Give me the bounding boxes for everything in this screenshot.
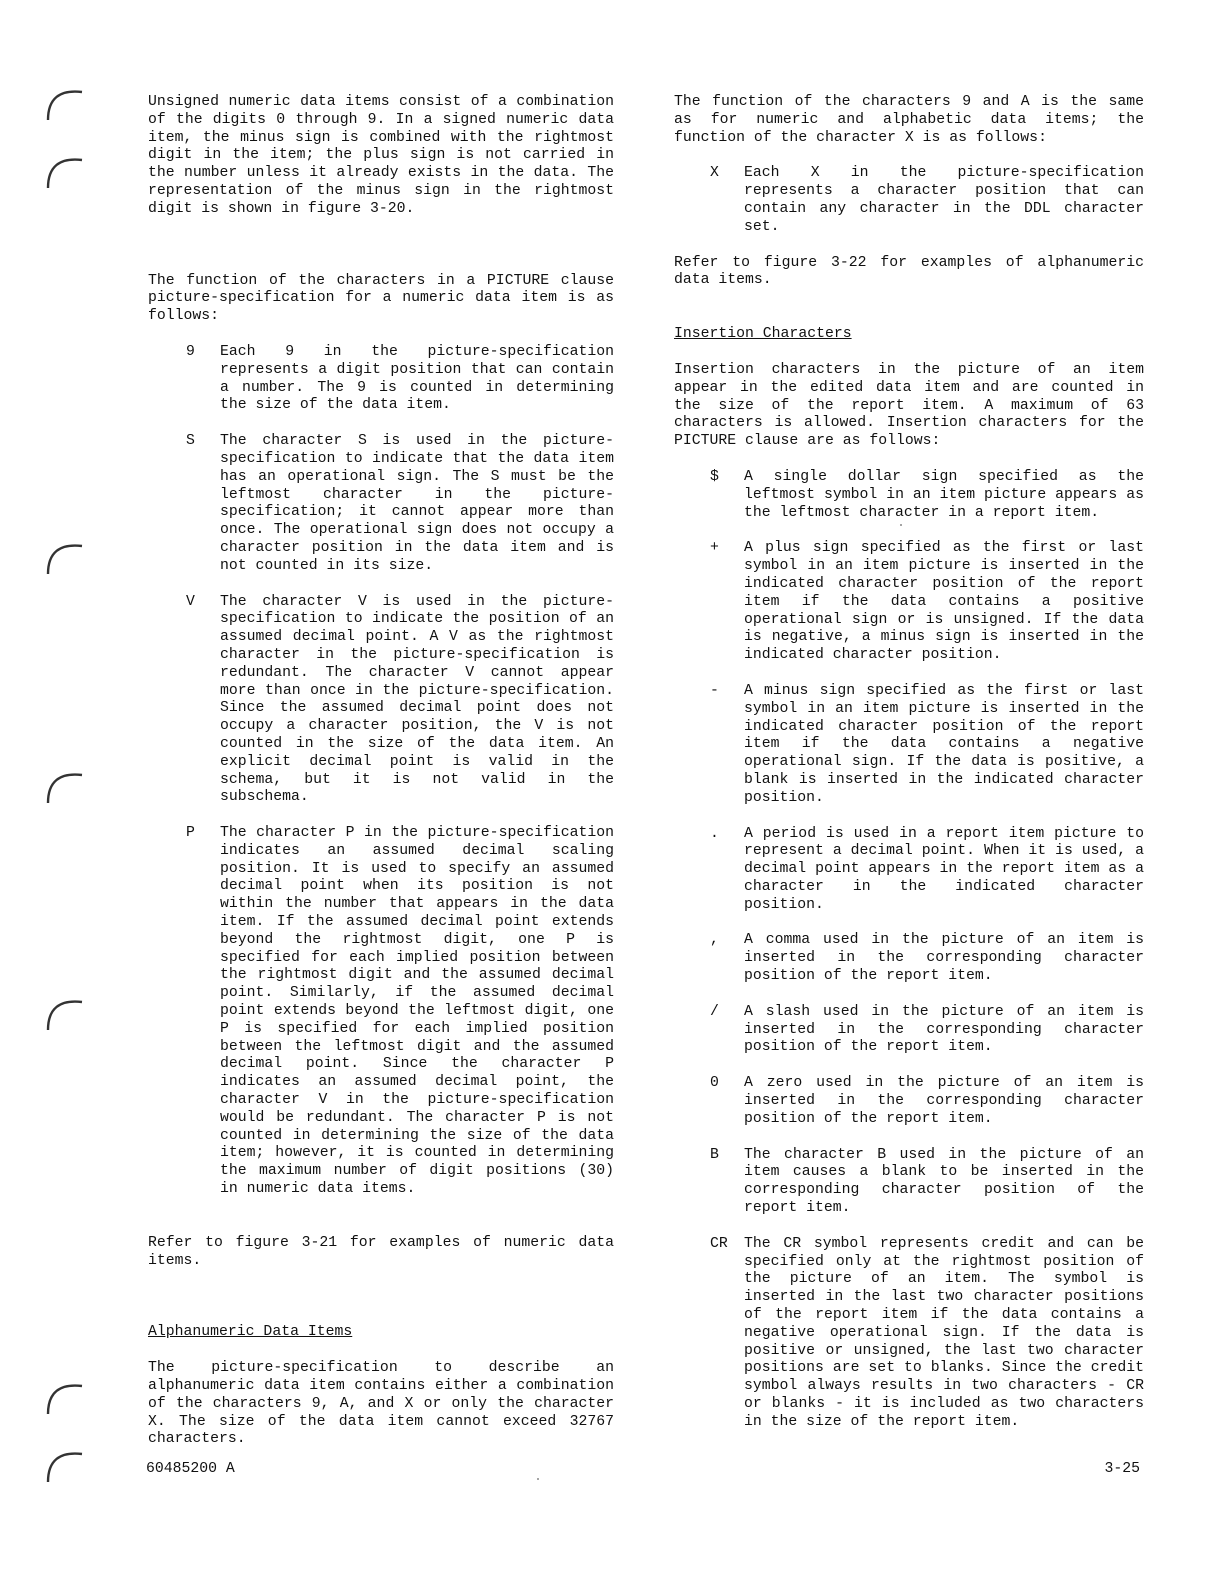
definition-text: A comma used in the picture of an item is inserted in the corresponding character position of the report item. [744, 932, 1144, 985]
definition-term: S [186, 433, 195, 450]
paragraph-refer-alphanumeric: Refer to figure 3-22 for examples of alphanumeric data items. [674, 254, 1144, 289]
definition-term: 0 [710, 1075, 719, 1092]
definition-item [148, 433, 614, 575]
paragraph-alphanumeric: The picture-specification to describe an alphanumeric data item contains either a combination of the characters 9, A, and X or only the character X. The size of the data item cannot exceed 32767 characters. [148, 1360, 614, 1448]
speck [900, 524, 902, 526]
definition-term: , [710, 932, 719, 949]
definition-term: X [710, 165, 719, 182]
definition-item [674, 540, 1144, 665]
binder-hole-icon [44, 536, 86, 578]
definition-term: 9 [186, 343, 195, 360]
left-column [148, 94, 614, 1449]
right-column [674, 94, 1144, 1432]
definition-term: CR [710, 1235, 728, 1252]
definition-term: B [710, 1146, 719, 1163]
paragraph-refer-numeric: Refer to figure 3-21 for examples of numeric data items. [148, 1234, 614, 1269]
definition-term: V [186, 593, 195, 610]
definition-term: + [710, 540, 719, 557]
definition-text: Each 9 in the picture-specification represents a digit position that can contain a number. The 9 is counted in determining the size of the data item. [220, 343, 614, 414]
definition-text: Each X in the picture-specification represents a character position that can contain any character in the DDL character set. [744, 165, 1144, 235]
binder-hole-icon [44, 82, 86, 124]
definition-item [674, 469, 1144, 522]
document-number: 60485200 A [146, 1461, 235, 1477]
paragraph-function-x: The function of the characters 9 and A is the same as for numeric and alphabetic data items; the function of the character X is as follows: [674, 94, 1144, 146]
definition-term: / [710, 1003, 719, 1020]
definition-text: The character B used in the picture of an item causes a blank to be inserted in the corresponding character position of the report item. [744, 1146, 1144, 1217]
paragraph-unsigned-numeric: Unsigned numeric data items consist of a combination of the digits 0 through 9. In a signed numeric data item, the minus sign is combined with the rightmost digit in the item; the plus sign is not carried in the number unless it already exists in the data. The representation of the minus sign in the rightmost digit is shown in figure 3-20. [148, 94, 614, 217]
definition-term: $ [710, 468, 719, 485]
definition-text: A period is used in a report item picture to represent a decimal point. When it is used, a decimal point appears in the report item as a character in the indicated character position. [744, 825, 1144, 913]
binder-hole-icon [44, 1376, 86, 1418]
definition-text: The character P in the picture-specification indicates an assumed decimal scaling position. It is used to specify an assumed decimal point when its position is not within the number that appears in the data item. If the assumed decimal point extends beyond the rightmost digit, one P is specified for each implied position between the rightmost digit and the assumed decimal point. Similarly, if the assumed decimal point extends beyond the leftmost digit, one P is specified for each implied position between the leftmost digit and the assumed decimal point. Since the character P indicates an assumed decimal point, the character V in the picture-specification would be redundant. The character P is not counted in determining the size of the data item; however, it is counted in determining the maximum number of digit positions (30) in numeric data items. [220, 825, 614, 1198]
definition-term: . [710, 825, 719, 842]
definition-term: - [710, 682, 719, 699]
binder-hole-icon [44, 765, 86, 807]
definition-text: A zero used in the picture of an item is inserted in the corresponding character position of the report item. [744, 1075, 1144, 1127]
definition-text: A slash used in the picture of an item is inserted in the corresponding character position of the report item. [744, 1003, 1144, 1056]
definition-item [674, 932, 1144, 985]
definition-text: The character V is used in the picture-specification to indicate the position of an assumed decimal point. A V as the rightmost character in the picture-specification is redundant. The character V cannot appear more than once in the picture-specification. Since the assumed decimal point does not occupy a character position, the V is not counted in the size of the data item. An explicit decimal point is valid in the schema, but it is not valid in the subschema. [220, 593, 614, 806]
paragraph-insertion: Insertion characters in the picture of an item appear in the edited data item and are counted in the size of the report item. A maximum of 63 characters is allowed. Insertion characters for the PICTURE clause are as follows: [674, 361, 1144, 450]
definition-text: A minus sign specified as the first or last symbol in an item picture is inserted in the indicated character position of the report item if the data contains a negative operational sign. If the data is positive, a blank is inserted in the indicated character position. [744, 682, 1144, 806]
binder-hole-icon [44, 150, 86, 192]
definition-item [674, 1075, 1144, 1128]
definition-item [674, 165, 1144, 236]
definition-item [674, 1004, 1144, 1057]
section-heading-insertion: Insertion Characters [674, 326, 852, 343]
section-heading-alphanumeric: Alphanumeric Data Items [148, 1324, 353, 1341]
paragraph-numeric-functions: The function of the characters in a PICTURE clause picture-specification for a numeric data item is as follows: [148, 272, 614, 325]
definition-text: The character S is used in the picture-specification to indicate that the data item has an operational sign. The S must be the leftmost character in the picture-specification; it cannot appear more than once. The operational sign does not occupy a character position in the data item and is not counted in its size. [220, 433, 614, 574]
definition-text: A single dollar sign specified as the leftmost symbol in an item picture appears as the leftmost character in a report item. [744, 468, 1144, 521]
definition-text: The CR symbol represents credit and can be specified only at the rightmost position of the picture of an item. The symbol is inserted in the last two character positions of the report item if the data contains a negative operational sign. If the data is positive or unsigned, the last two character positions are set to blanks. Since the credit symbol always results in two characters - CR or blanks - it is included as two characters in the size of the report item. [744, 1235, 1144, 1430]
definition-item [674, 683, 1144, 808]
definition-term: P [186, 825, 195, 842]
definition-text: A plus sign specified as the first or last symbol in an item picture is inserted in the indicated character position of the report item if the data contains a positive operational sign or is unsigned. If the data is negative, a minus sign is inserted in the indicated character position. [744, 540, 1144, 664]
definition-item [674, 826, 1144, 915]
definition-item [148, 344, 614, 415]
definition-item [674, 1147, 1144, 1218]
page-number: 3-25 [1104, 1461, 1140, 1477]
binder-hole-icon [44, 1444, 86, 1486]
definition-item [674, 1236, 1144, 1432]
definition-item [148, 825, 614, 1199]
speck [537, 1478, 539, 1480]
definition-item [148, 594, 614, 808]
binder-hole-icon [44, 992, 86, 1034]
